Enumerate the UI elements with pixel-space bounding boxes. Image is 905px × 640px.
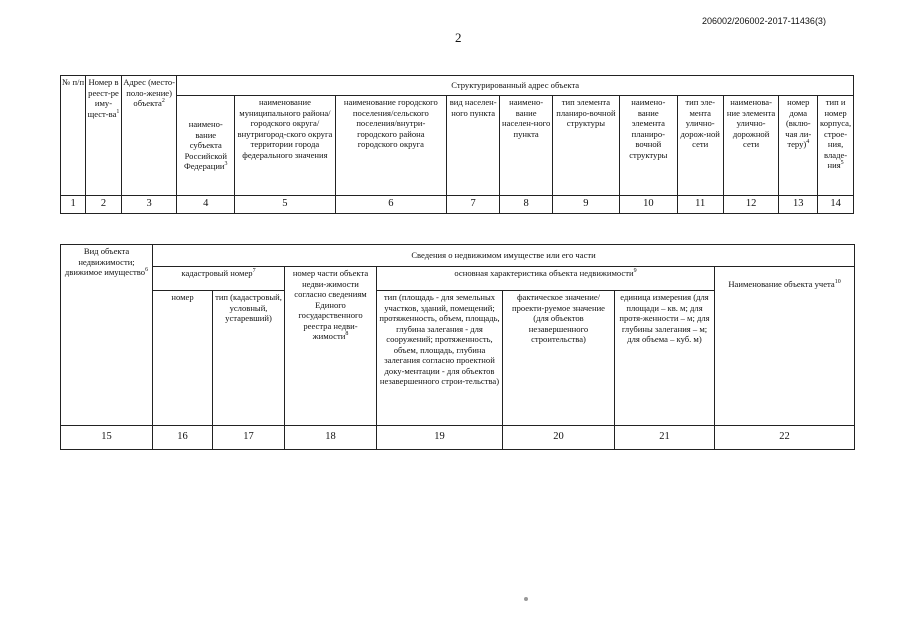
property-info-table (60, 244, 855, 450)
subheader-characteristic-type: тип (площадь - для земельных участков, зданий, помещений; протяженность, объем, площадь, глубина залегания - для сооружений; протяженность, объем, площадь, глубина залегания согласно проектной доку-ментации - для объектов незавершенного строи-тельства) (377, 291, 503, 426)
subheader-building-type: тип и номер корпуса, строе-ния, владе-ния$^5$ (818, 96, 854, 196)
header-property-info: Сведения о недвижимом имуществе или его части (153, 245, 855, 267)
header-cadastral-number: кадастровый номер$^7$ (153, 267, 285, 291)
subheader-settlement: наименование городского поселения/сельского поселения/внутри-городского района городского округа (335, 96, 446, 196)
subheader-road-element-type: тип эле-мента улично-дорож-ной сети (677, 96, 723, 196)
column-number: 4 (177, 196, 235, 214)
subheader-house-number: номер дома (вклю-чая ли-теру)$^4$ (779, 96, 818, 196)
header-row-number: № п/п (61, 76, 86, 196)
address-table (60, 75, 854, 214)
column-number: 15 (61, 426, 153, 450)
column-number: 22 (715, 426, 855, 450)
column-number: 11 (677, 196, 723, 214)
column-number: 7 (446, 196, 499, 214)
subheader-characteristic-value: фактическое значение/проекти-руемое значение (для объектов незавершенного строительства) (503, 291, 615, 426)
subheader-planning-element-type: тип элемента планиро-вочной структуры (552, 96, 619, 196)
subheader-unit: единица измерения (для площади – кв. м; для протя-женности – м; для глубины залегания – м; для объема – куб. м) (615, 291, 715, 426)
subheader-locality-name: наимено-вание населен-ного пункта (500, 96, 552, 196)
column-number: 2 (86, 196, 122, 214)
column-number: 13 (779, 196, 818, 214)
subheader-planning-element-name: наимено-вание элемента планиро-вочной структуры (619, 96, 677, 196)
header-object-kind: Вид объекта недвижимости; движимое имущество$^6$ (61, 245, 153, 426)
column-number: 3 (121, 196, 177, 214)
subheader-cadastral-type: тип (кадастровый, условный, устаревший) (213, 291, 285, 426)
scan-speck (524, 597, 528, 601)
subheader-road-element-name: наименова-ние элемента улично-дорожной сети (723, 96, 779, 196)
subheader-cadastral-number: номер (153, 291, 213, 426)
column-number: 14 (818, 196, 854, 214)
header-main-characteristic: основная характеристика объекта недвижимости$^9$ (377, 267, 715, 291)
column-number: 1 (61, 196, 86, 214)
column-number: 10 (619, 196, 677, 214)
header-address: Адрес (место-поло-жение) объекта$^2$ (121, 76, 177, 196)
column-number: 5 (235, 196, 336, 214)
header-registry-number: Номер в реест-ре иму-$щест-ва^1$ (86, 76, 122, 196)
header-part-number: номер части объекта недви-жимости согласно сведениям Единого государственного реестра недви-жимости$^8$ (285, 267, 377, 426)
column-number: 20 (503, 426, 615, 450)
document-id: 206002/206002-2017-11436(3) (702, 16, 826, 26)
column-number: 8 (500, 196, 552, 214)
subheader-subject: наимено-вание субъекта Российской Федерации$^3$ (177, 96, 235, 196)
column-number: 19 (377, 426, 503, 450)
header-object-name: Наименование объекта учета$^{10}$ (715, 267, 855, 426)
column-number: 16 (153, 426, 213, 450)
header-structured-address: Структурированный адрес объекта (177, 76, 854, 96)
column-number: 9 (552, 196, 619, 214)
page-number: 2 (455, 30, 462, 45)
subheader-locality-type: вид населен-ного пункта (446, 96, 499, 196)
column-number: 6 (335, 196, 446, 214)
column-number: 21 (615, 426, 715, 450)
column-number: 18 (285, 426, 377, 450)
subheader-municipal-district: наименование муниципального района/городского округа/внутригород-ского округа территории города федерального значения (235, 96, 336, 196)
column-number: 17 (213, 426, 285, 450)
column-number: 12 (723, 196, 779, 214)
